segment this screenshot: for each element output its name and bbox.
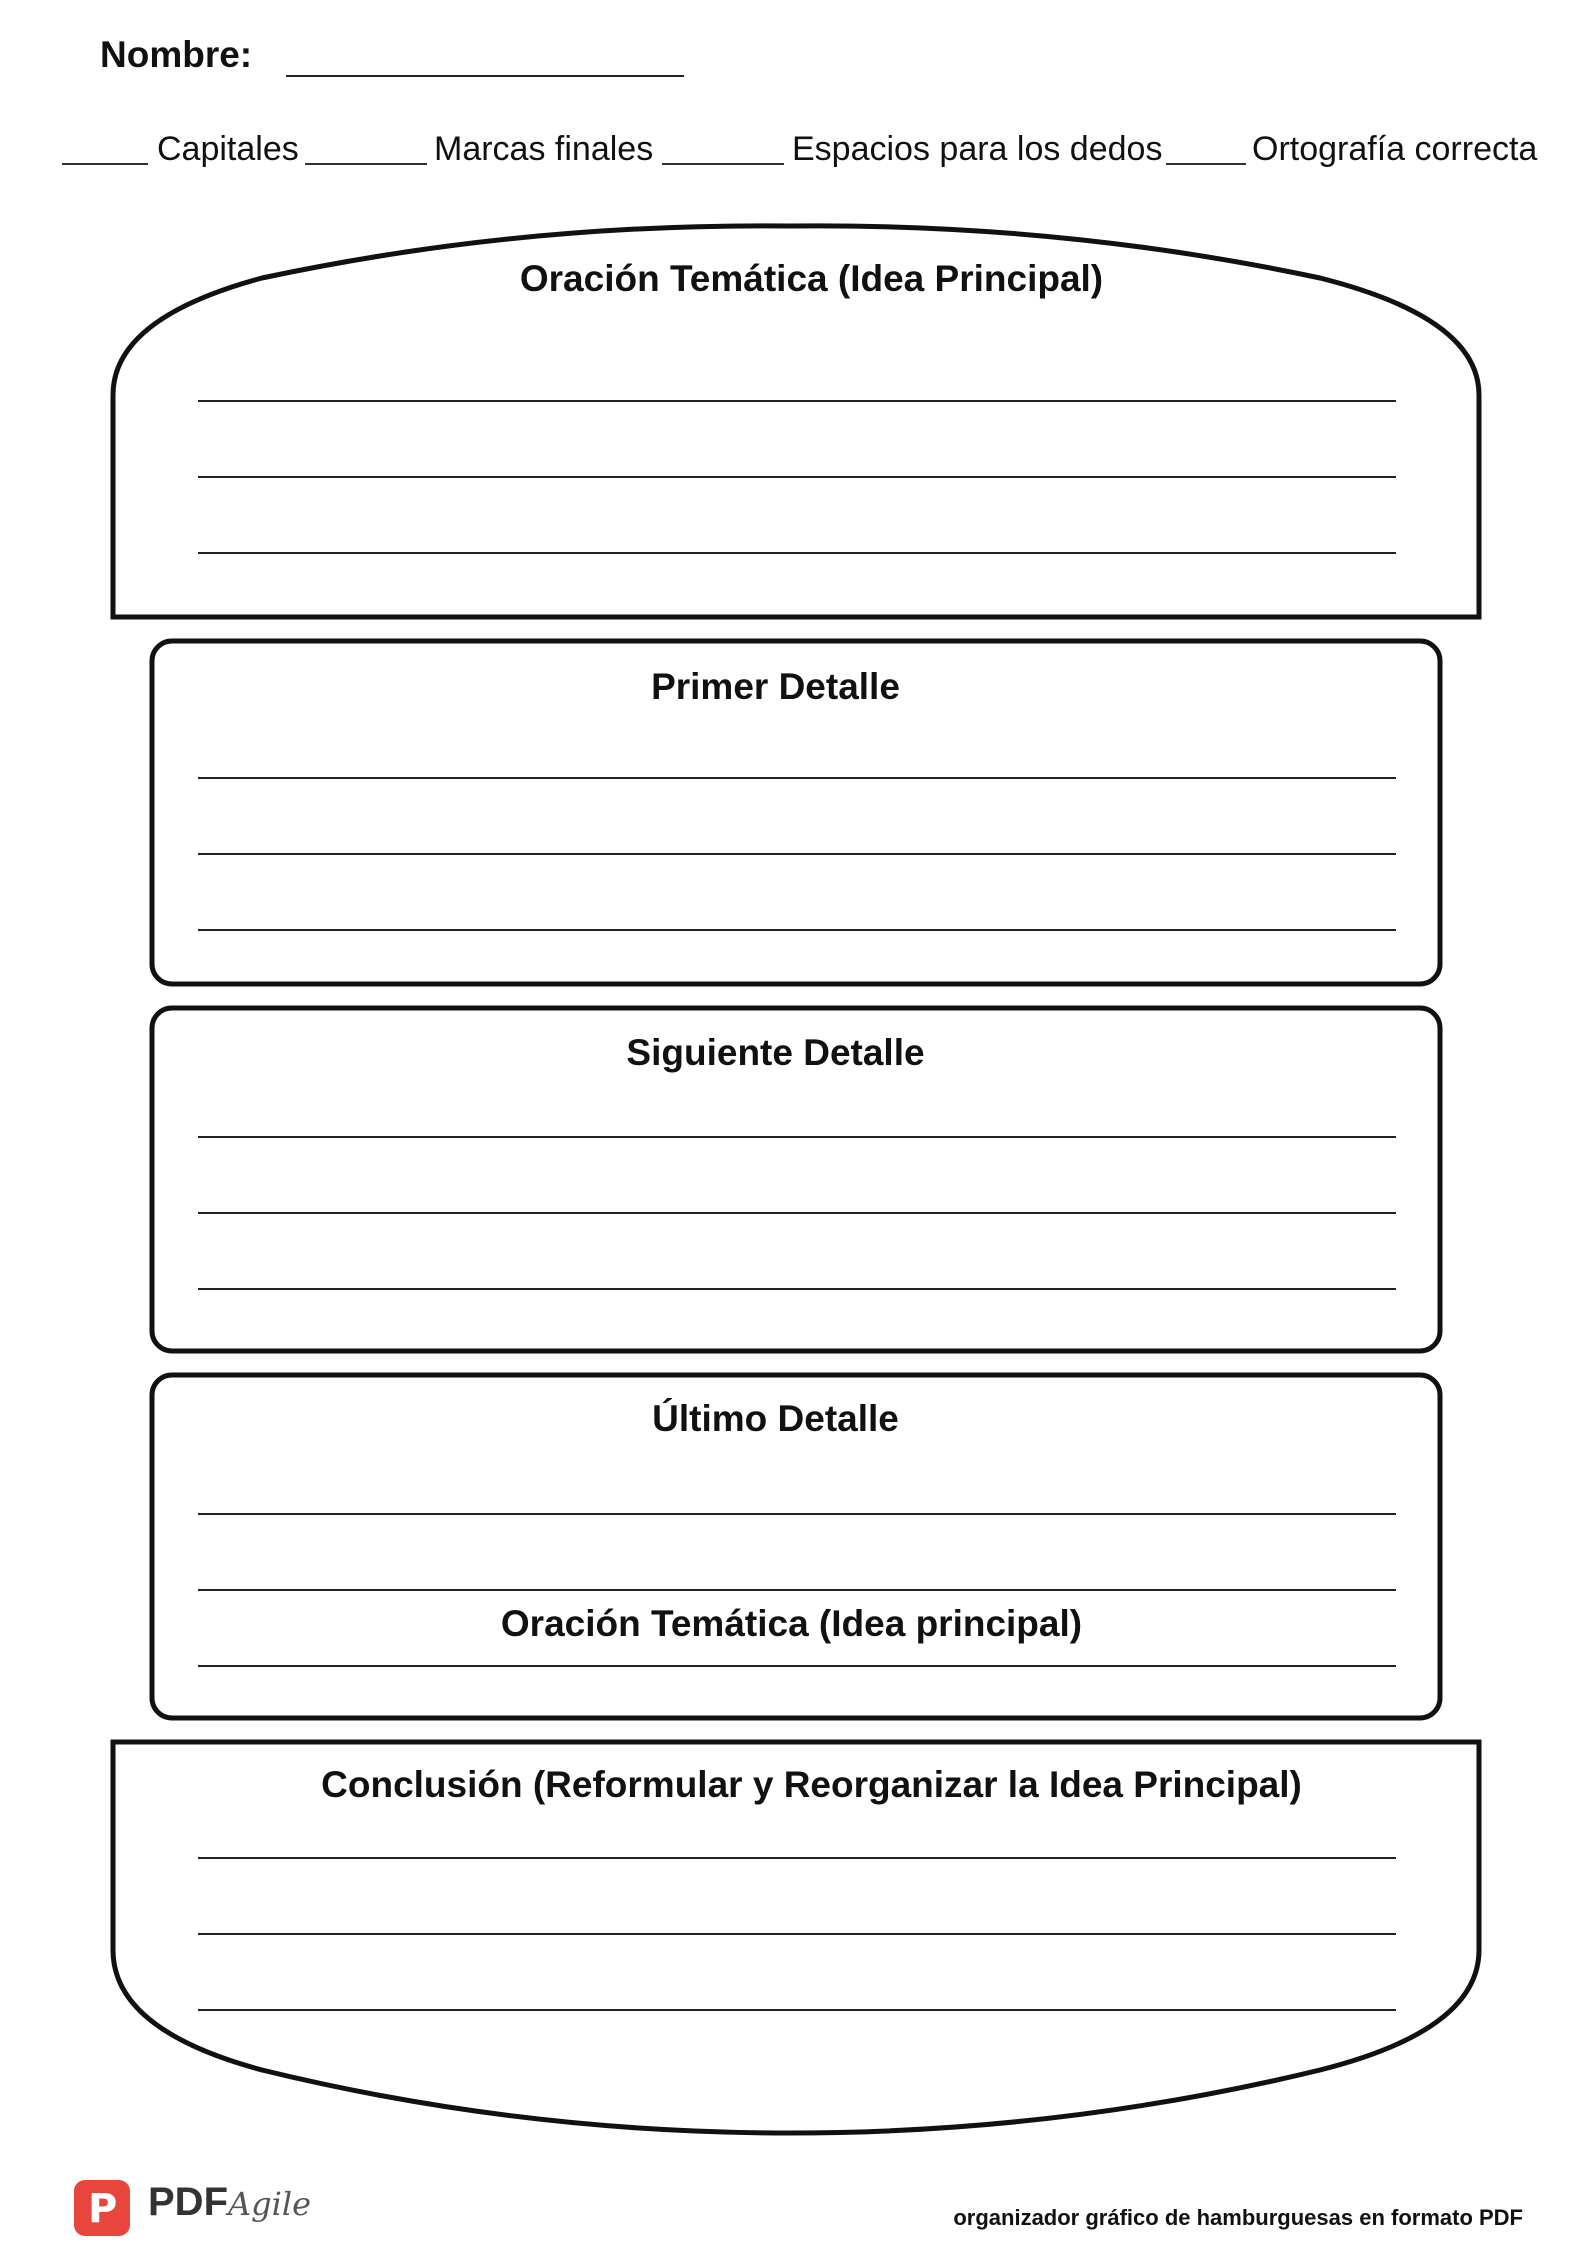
writing-line[interactable] bbox=[198, 1665, 1396, 1667]
footer-caption: organizador gráfico de hamburguesas en formato PDF bbox=[953, 2205, 1523, 2230]
bottom-bun-title: Conclusión (Reformular y Reorganizar la Idea Principal) bbox=[321, 1764, 1302, 1805]
writing-line[interactable] bbox=[198, 777, 1396, 779]
last-detail-subtitle: Oración Temática (Idea principal) bbox=[500, 1603, 1083, 1644]
writing-line[interactable] bbox=[198, 853, 1396, 855]
writing-line[interactable] bbox=[198, 2009, 1396, 2011]
writing-line[interactable] bbox=[198, 1933, 1396, 1935]
writing-line[interactable] bbox=[198, 400, 1396, 402]
check-label-ortografia: Ortografía correcta bbox=[1252, 130, 1538, 168]
footer-brand-pdf: PDF bbox=[148, 2180, 228, 2224]
top-bun-title: Oración Temática (Idea Principal) bbox=[519, 258, 1104, 299]
logo-letter: P bbox=[88, 2186, 118, 2232]
writing-line[interactable] bbox=[198, 929, 1396, 931]
pdf-agile-logo-icon bbox=[74, 2180, 130, 2236]
footer-brand bbox=[148, 2180, 311, 2225]
next-detail-title: Siguiente Detalle bbox=[626, 1032, 925, 1073]
writing-line[interactable] bbox=[198, 1513, 1396, 1515]
check-label-capitales: Capitales bbox=[157, 130, 299, 168]
check-label-espacios: Espacios para los dedos bbox=[792, 130, 1163, 168]
writing-line[interactable] bbox=[198, 1857, 1396, 1859]
writing-line[interactable] bbox=[198, 1589, 1396, 1591]
writing-line[interactable] bbox=[198, 1136, 1396, 1138]
writing-line[interactable] bbox=[198, 552, 1396, 554]
last-detail-title: Último Detalle bbox=[652, 1398, 899, 1439]
check-label-marcas-finales: Marcas finales bbox=[434, 130, 654, 168]
writing-line[interactable] bbox=[198, 1288, 1396, 1290]
writing-line[interactable] bbox=[198, 476, 1396, 478]
writing-line[interactable] bbox=[198, 1212, 1396, 1214]
name-label: Nombre: bbox=[100, 34, 253, 75]
footer-brand-agile: Agile bbox=[228, 2185, 311, 2223]
first-detail-title: Primer Detalle bbox=[651, 666, 900, 707]
